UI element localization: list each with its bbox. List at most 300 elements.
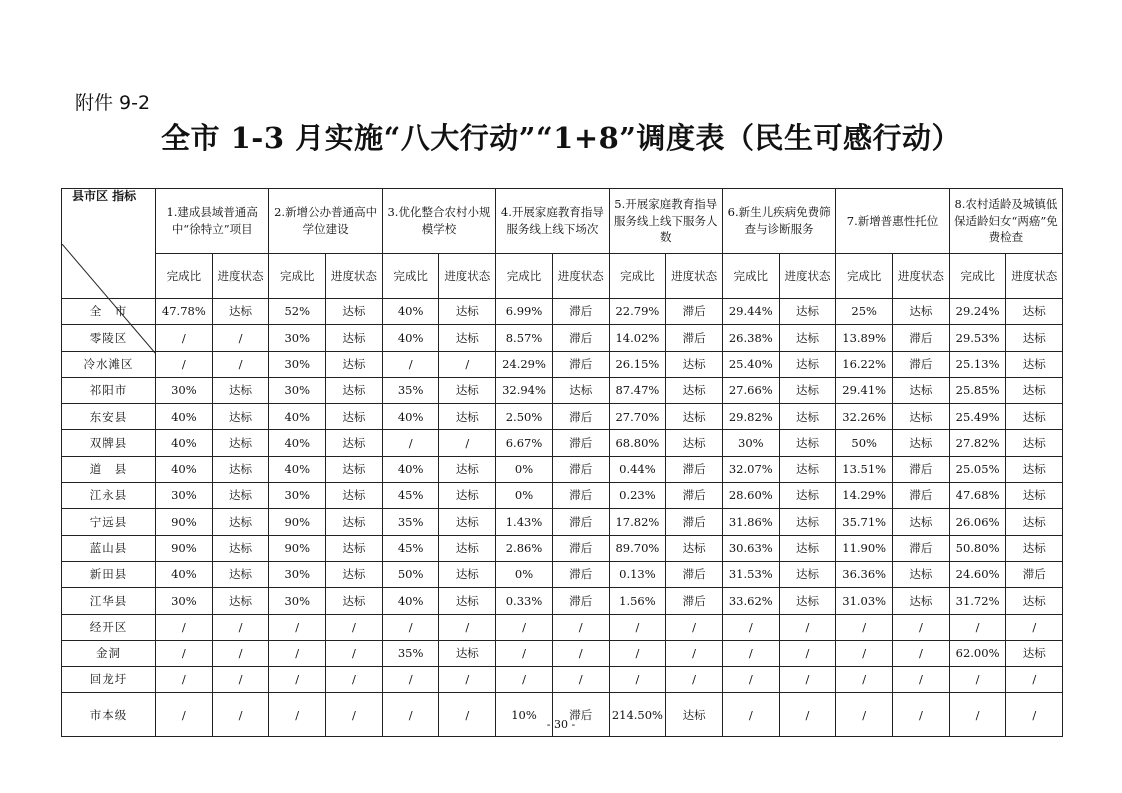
completion-ratio-cell: 24.29% [496, 351, 553, 377]
progress-status-cell: 达标 [666, 535, 723, 561]
progress-status-cell: / [326, 614, 383, 640]
progress-status-cell: 达标 [326, 404, 383, 430]
progress-status-cell: 达标 [1006, 404, 1063, 430]
region-name: 零陵区 [62, 325, 156, 351]
progress-status-cell: 达标 [1006, 535, 1063, 561]
completion-ratio-cell: 40% [269, 404, 326, 430]
progress-status-header: 进度状态 [439, 254, 496, 299]
completion-ratio-cell: 40% [156, 404, 213, 430]
progress-status-cell: 滞后 [552, 509, 609, 535]
completion-ratio-cell: 45% [382, 483, 439, 509]
region-name: 经开区 [62, 614, 156, 640]
completion-ratio-header: 完成比 [496, 254, 553, 299]
progress-status-cell: 达标 [893, 299, 950, 325]
progress-status-cell: / [439, 693, 496, 737]
progress-status-cell: / [212, 640, 269, 666]
region-name: 蓝山县 [62, 535, 156, 561]
progress-status-cell: 滞后 [1006, 561, 1063, 587]
completion-ratio-cell: / [382, 614, 439, 640]
corner-label: 县市区 指标 [72, 189, 137, 204]
completion-ratio-cell: 25% [836, 299, 893, 325]
completion-ratio-cell: 13.89% [836, 325, 893, 351]
progress-status-cell: 达标 [1006, 325, 1063, 351]
completion-ratio-cell: 0.23% [609, 483, 666, 509]
diagonal-line [62, 244, 156, 354]
progress-status-cell: / [893, 614, 950, 640]
progress-status-cell: / [1006, 667, 1063, 693]
progress-status-cell: / [212, 693, 269, 737]
group-header: 8.农村适龄及城镇低保适龄妇女“两癌”免费检查 [949, 189, 1062, 254]
completion-ratio-cell: / [836, 693, 893, 737]
completion-ratio-cell: / [836, 640, 893, 666]
completion-ratio-cell: 87.47% [609, 377, 666, 403]
progress-status-cell: / [893, 667, 950, 693]
completion-ratio-cell: 40% [269, 456, 326, 482]
region-name: 江永县 [62, 483, 156, 509]
completion-ratio-cell: 36.36% [836, 561, 893, 587]
table-row [62, 561, 1063, 587]
table-row [62, 456, 1063, 482]
completion-ratio-cell: / [382, 693, 439, 737]
progress-status-cell: 滞后 [552, 456, 609, 482]
progress-status-cell: 达标 [779, 404, 836, 430]
progress-status-cell: 滞后 [666, 588, 723, 614]
completion-ratio-cell: / [156, 667, 213, 693]
completion-ratio-cell: 30% [156, 588, 213, 614]
progress-status-header: 进度状态 [1006, 254, 1063, 299]
progress-status-cell: / [1006, 693, 1063, 737]
completion-ratio-cell: 68.80% [609, 430, 666, 456]
progress-status-cell: / [212, 614, 269, 640]
progress-status-cell: / [439, 430, 496, 456]
progress-status-cell: 达标 [326, 351, 383, 377]
progress-status-cell: / [779, 693, 836, 737]
completion-ratio-cell: 26.15% [609, 351, 666, 377]
progress-status-cell: 达标 [666, 377, 723, 403]
progress-status-cell: 滞后 [552, 588, 609, 614]
progress-status-cell: / [439, 667, 496, 693]
progress-status-cell: 达标 [779, 299, 836, 325]
progress-status-cell: 达标 [779, 561, 836, 587]
corner-header [62, 189, 156, 299]
completion-ratio-cell: 25.85% [949, 377, 1006, 403]
completion-ratio-cell: / [609, 667, 666, 693]
progress-status-cell: 达标 [326, 430, 383, 456]
completion-ratio-cell: 89.70% [609, 535, 666, 561]
completion-ratio-cell: / [609, 640, 666, 666]
completion-ratio-cell: / [496, 614, 553, 640]
region-name: 江华县 [62, 588, 156, 614]
region-name: 全 市 [62, 299, 156, 325]
completion-ratio-cell: 24.60% [949, 561, 1006, 587]
progress-status-cell: 达标 [779, 483, 836, 509]
completion-ratio-cell: 35% [382, 640, 439, 666]
progress-status-cell: 滞后 [552, 430, 609, 456]
progress-status-cell: / [666, 640, 723, 666]
completion-ratio-cell: / [269, 693, 326, 737]
table-row [62, 325, 1063, 351]
progress-status-cell: 滞后 [552, 483, 609, 509]
progress-status-cell: 达标 [779, 535, 836, 561]
completion-ratio-cell: 45% [382, 535, 439, 561]
progress-status-cell: / [326, 667, 383, 693]
completion-ratio-cell: 29.24% [949, 299, 1006, 325]
progress-status-cell: 滞后 [552, 325, 609, 351]
completion-ratio-cell: 29.41% [836, 377, 893, 403]
completion-ratio-cell: 1.56% [609, 588, 666, 614]
progress-status-cell: 达标 [326, 588, 383, 614]
progress-status-cell: 达标 [1006, 640, 1063, 666]
progress-status-cell: / [779, 667, 836, 693]
completion-ratio-cell: 2.50% [496, 404, 553, 430]
completion-ratio-cell: 29.44% [722, 299, 779, 325]
progress-status-cell: 滞后 [552, 693, 609, 737]
progress-status-cell: / [893, 640, 950, 666]
completion-ratio-cell: 40% [156, 456, 213, 482]
progress-status-cell: 达标 [439, 377, 496, 403]
completion-ratio-cell: 35.71% [836, 509, 893, 535]
progress-status-cell: 达标 [779, 325, 836, 351]
progress-status-cell: 达标 [1006, 509, 1063, 535]
completion-ratio-cell: / [382, 667, 439, 693]
completion-ratio-cell: 90% [269, 509, 326, 535]
completion-ratio-cell: 14.02% [609, 325, 666, 351]
attachment-label: 附件 9-2 [75, 92, 151, 114]
completion-ratio-cell: 6.99% [496, 299, 553, 325]
progress-status-cell: / [666, 667, 723, 693]
completion-ratio-header: 完成比 [722, 254, 779, 299]
progress-status-cell: 滞后 [893, 535, 950, 561]
completion-ratio-cell: 26.06% [949, 509, 1006, 535]
progress-status-cell: 达标 [439, 325, 496, 351]
completion-ratio-cell: 31.03% [836, 588, 893, 614]
completion-ratio-cell: 32.07% [722, 456, 779, 482]
completion-ratio-cell: 1.43% [496, 509, 553, 535]
progress-status-cell: 达标 [212, 377, 269, 403]
progress-status-cell: 滞后 [552, 404, 609, 430]
completion-ratio-cell: / [156, 640, 213, 666]
progress-status-header: 进度状态 [212, 254, 269, 299]
progress-status-cell: 达标 [326, 325, 383, 351]
progress-status-cell: 达标 [212, 588, 269, 614]
completion-ratio-cell: 16.22% [836, 351, 893, 377]
progress-status-cell: 达标 [212, 561, 269, 587]
completion-ratio-cell: 25.13% [949, 351, 1006, 377]
completion-ratio-cell: 0.13% [609, 561, 666, 587]
region-name: 回龙圩 [62, 667, 156, 693]
completion-ratio-cell: 90% [156, 535, 213, 561]
region-name: 宁远县 [62, 509, 156, 535]
progress-status-cell: / [212, 667, 269, 693]
progress-status-cell: 达标 [1006, 299, 1063, 325]
table-row [62, 509, 1063, 535]
completion-ratio-cell: 0% [496, 561, 553, 587]
completion-ratio-cell: 30% [722, 430, 779, 456]
completion-ratio-cell: 40% [382, 456, 439, 482]
completion-ratio-cell: 0% [496, 483, 553, 509]
completion-ratio-cell: 40% [382, 588, 439, 614]
region-name: 新田县 [62, 561, 156, 587]
completion-ratio-cell: 14.29% [836, 483, 893, 509]
progress-status-cell: 滞后 [893, 456, 950, 482]
progress-status-cell: 达标 [893, 430, 950, 456]
region-name: 东安县 [62, 404, 156, 430]
progress-status-cell: / [552, 640, 609, 666]
completion-ratio-cell: / [609, 614, 666, 640]
completion-ratio-cell: 27.70% [609, 404, 666, 430]
progress-status-cell: 达标 [1006, 430, 1063, 456]
progress-status-cell: 滞后 [666, 483, 723, 509]
completion-ratio-cell: 8.57% [496, 325, 553, 351]
completion-ratio-cell: 50.80% [949, 535, 1006, 561]
completion-ratio-cell: 30% [269, 377, 326, 403]
completion-ratio-cell: 35% [382, 509, 439, 535]
completion-ratio-cell: / [382, 351, 439, 377]
progress-status-cell: 达标 [212, 456, 269, 482]
completion-ratio-cell: 28.60% [722, 483, 779, 509]
completion-ratio-cell: 40% [156, 430, 213, 456]
completion-ratio-cell: 30% [156, 377, 213, 403]
progress-status-cell: 达标 [439, 509, 496, 535]
completion-ratio-cell: / [269, 667, 326, 693]
completion-ratio-cell: / [269, 614, 326, 640]
progress-status-cell: 达标 [893, 509, 950, 535]
progress-status-cell: 达标 [439, 299, 496, 325]
region-name: 冷水滩区 [62, 351, 156, 377]
completion-ratio-cell: 26.38% [722, 325, 779, 351]
completion-ratio-cell: 27.82% [949, 430, 1006, 456]
completion-ratio-cell: 25.40% [722, 351, 779, 377]
group-header: 7.新增普惠性托位 [836, 189, 949, 254]
completion-ratio-header: 完成比 [269, 254, 326, 299]
progress-status-cell: 达标 [439, 588, 496, 614]
completion-ratio-cell: 31.86% [722, 509, 779, 535]
progress-status-cell: 达标 [893, 588, 950, 614]
completion-ratio-cell: 17.82% [609, 509, 666, 535]
progress-status-cell: 达标 [212, 430, 269, 456]
progress-status-cell: 滞后 [893, 325, 950, 351]
progress-status-cell: 滞后 [893, 351, 950, 377]
progress-status-cell: 达标 [666, 430, 723, 456]
completion-ratio-cell: / [156, 693, 213, 737]
completion-ratio-cell: 0% [496, 456, 553, 482]
progress-status-cell: / [1006, 614, 1063, 640]
completion-ratio-cell: 30% [156, 483, 213, 509]
progress-status-header: 进度状态 [666, 254, 723, 299]
completion-ratio-cell: 90% [156, 509, 213, 535]
progress-status-cell: 达标 [212, 509, 269, 535]
completion-ratio-cell: 50% [382, 561, 439, 587]
progress-status-cell: 达标 [779, 430, 836, 456]
table-row [62, 640, 1063, 666]
completion-ratio-cell: 0.44% [609, 456, 666, 482]
completion-ratio-cell: 22.79% [609, 299, 666, 325]
progress-status-cell: 达标 [1006, 588, 1063, 614]
progress-status-cell: / [893, 693, 950, 737]
table-row [62, 535, 1063, 561]
progress-status-cell: 达标 [779, 377, 836, 403]
progress-status-cell: / [666, 614, 723, 640]
completion-ratio-cell: 214.50% [609, 693, 666, 737]
completion-ratio-cell: 33.62% [722, 588, 779, 614]
region-name: 市本级 [62, 693, 156, 737]
completion-ratio-cell: 90% [269, 535, 326, 561]
progress-status-cell: 达标 [552, 377, 609, 403]
completion-ratio-cell: / [156, 614, 213, 640]
completion-ratio-cell: 40% [156, 561, 213, 587]
progress-status-cell: 达标 [439, 456, 496, 482]
progress-status-cell: 滞后 [893, 483, 950, 509]
progress-status-cell: 达标 [439, 483, 496, 509]
completion-ratio-cell: 47.68% [949, 483, 1006, 509]
completion-ratio-cell: 32.94% [496, 377, 553, 403]
progress-status-cell: 滞后 [666, 456, 723, 482]
progress-status-cell: / [326, 640, 383, 666]
completion-ratio-cell: / [949, 614, 1006, 640]
table-row [62, 588, 1063, 614]
group-header: 1.建成县域普通高中“徐特立”项目 [156, 189, 269, 254]
completion-ratio-cell: 31.72% [949, 588, 1006, 614]
progress-status-cell: 达标 [666, 351, 723, 377]
completion-ratio-cell: / [722, 667, 779, 693]
completion-ratio-cell: 25.49% [949, 404, 1006, 430]
progress-status-cell: / [779, 640, 836, 666]
progress-status-header: 进度状态 [779, 254, 836, 299]
table-row [62, 483, 1063, 509]
completion-ratio-cell: 31.53% [722, 561, 779, 587]
progress-status-cell: 达标 [326, 535, 383, 561]
completion-ratio-cell: 50% [836, 430, 893, 456]
region-name: 双牌县 [62, 430, 156, 456]
group-header: 5.开展家庭教育指导服务线上线下服务人数 [609, 189, 722, 254]
completion-ratio-cell: 32.26% [836, 404, 893, 430]
progress-status-cell: 达标 [893, 561, 950, 587]
progress-status-cell: / [212, 351, 269, 377]
completion-ratio-header: 完成比 [156, 254, 213, 299]
completion-ratio-cell: / [156, 351, 213, 377]
progress-status-cell: 滞后 [666, 299, 723, 325]
table-row [62, 667, 1063, 693]
page-title: 全市 1-3 月实施“八大行动”“1+8”调度表（民生可感行动） [161, 121, 961, 155]
progress-status-cell: / [439, 351, 496, 377]
completion-ratio-cell: / [496, 667, 553, 693]
dispatch-table [61, 188, 1063, 737]
completion-ratio-header: 完成比 [382, 254, 439, 299]
progress-status-cell: 达标 [666, 404, 723, 430]
completion-ratio-cell: 47.78% [156, 299, 213, 325]
completion-ratio-cell: 29.82% [722, 404, 779, 430]
table-row [62, 299, 1063, 325]
progress-status-cell: 达标 [779, 351, 836, 377]
progress-status-cell: 达标 [439, 535, 496, 561]
progress-status-cell: 滞后 [552, 561, 609, 587]
completion-ratio-cell: 40% [269, 430, 326, 456]
progress-status-cell: 达标 [779, 588, 836, 614]
progress-status-cell: 达标 [779, 509, 836, 535]
completion-ratio-cell: 30% [269, 351, 326, 377]
progress-status-cell: 达标 [326, 377, 383, 403]
progress-status-cell: 达标 [326, 509, 383, 535]
completion-ratio-cell: / [949, 693, 1006, 737]
completion-ratio-cell: / [722, 614, 779, 640]
completion-ratio-cell: 30% [269, 561, 326, 587]
progress-status-cell: 达标 [1006, 483, 1063, 509]
region-name: 道 县 [62, 456, 156, 482]
completion-ratio-cell: 30.63% [722, 535, 779, 561]
completion-ratio-cell: 62.00% [949, 640, 1006, 666]
progress-status-cell: 达标 [212, 299, 269, 325]
progress-status-cell: 达标 [212, 483, 269, 509]
completion-ratio-header: 完成比 [609, 254, 666, 299]
completion-ratio-cell: 13.51% [836, 456, 893, 482]
progress-status-cell: 达标 [1006, 351, 1063, 377]
progress-status-cell: 滞后 [552, 535, 609, 561]
progress-status-cell: 达标 [1006, 377, 1063, 403]
progress-status-cell: 滞后 [666, 325, 723, 351]
progress-status-cell: / [779, 614, 836, 640]
group-header: 3.优化整合农村小规模学校 [382, 189, 495, 254]
group-header: 6.新生儿疾病免费筛查与诊断服务 [722, 189, 835, 254]
completion-ratio-cell: 29.53% [949, 325, 1006, 351]
progress-status-cell: 达标 [326, 483, 383, 509]
progress-status-cell: 达标 [212, 535, 269, 561]
completion-ratio-cell: 27.66% [722, 377, 779, 403]
completion-ratio-cell: / [722, 640, 779, 666]
completion-ratio-cell: / [722, 693, 779, 737]
progress-status-cell: / [552, 614, 609, 640]
progress-status-cell: 达标 [326, 561, 383, 587]
region-name: 祁阳市 [62, 377, 156, 403]
progress-status-cell: 达标 [326, 456, 383, 482]
progress-status-header: 进度状态 [552, 254, 609, 299]
table-row [62, 404, 1063, 430]
completion-ratio-cell: 52% [269, 299, 326, 325]
table-row [62, 614, 1063, 640]
progress-status-cell: / [552, 667, 609, 693]
completion-ratio-cell: 40% [382, 299, 439, 325]
progress-status-header: 进度状态 [893, 254, 950, 299]
region-name: 金洞 [62, 640, 156, 666]
page-number: - 30 - [546, 718, 576, 731]
completion-ratio-cell: 10% [496, 693, 553, 737]
table-row [62, 351, 1063, 377]
completion-ratio-cell: / [949, 667, 1006, 693]
progress-status-cell: 达标 [439, 404, 496, 430]
progress-status-header: 进度状态 [326, 254, 383, 299]
progress-status-cell: 达标 [439, 561, 496, 587]
completion-ratio-cell: 40% [382, 404, 439, 430]
progress-status-cell: 达标 [779, 456, 836, 482]
progress-status-cell: 滞后 [666, 509, 723, 535]
progress-status-cell: 滞后 [552, 351, 609, 377]
table-row [62, 377, 1063, 403]
completion-ratio-cell: 40% [382, 325, 439, 351]
progress-status-cell: 达标 [439, 640, 496, 666]
completion-ratio-cell: 30% [269, 483, 326, 509]
completion-ratio-cell: 0.33% [496, 588, 553, 614]
completion-ratio-cell: 30% [269, 325, 326, 351]
completion-ratio-cell: / [156, 325, 213, 351]
progress-status-cell: 滞后 [552, 299, 609, 325]
completion-ratio-cell: 11.90% [836, 535, 893, 561]
progress-status-cell: 滞后 [666, 561, 723, 587]
progress-status-cell: 达标 [893, 404, 950, 430]
progress-status-cell: 达标 [666, 693, 723, 737]
progress-status-cell: / [326, 693, 383, 737]
completion-ratio-cell: 6.67% [496, 430, 553, 456]
progress-status-cell: / [212, 325, 269, 351]
completion-ratio-cell: / [382, 430, 439, 456]
